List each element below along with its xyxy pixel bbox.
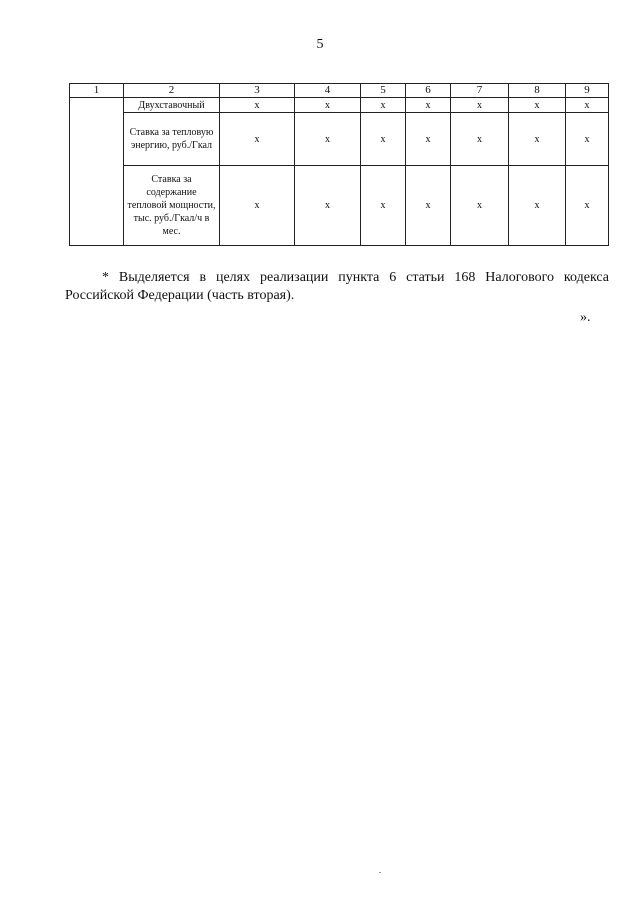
merged-empty-cell — [70, 98, 124, 246]
table-cell: x — [406, 113, 451, 166]
column-header: 9 — [566, 84, 609, 98]
table-cell: x — [566, 113, 609, 166]
column-header: 6 — [406, 84, 451, 98]
table-cell: x — [451, 113, 509, 166]
table-cell: x — [361, 113, 406, 166]
column-header: 3 — [220, 84, 295, 98]
table-header-row — [70, 84, 609, 98]
table-cell: x — [451, 98, 509, 113]
table-cell: x — [295, 98, 361, 113]
column-header: 2 — [124, 84, 220, 98]
table-cell: x — [566, 166, 609, 246]
column-header: 8 — [509, 84, 566, 98]
table-cell: x — [509, 113, 566, 166]
row-label: Двухставочный — [124, 98, 220, 113]
row-label: Ставка за тепловую энергию, руб./Гкал — [124, 113, 220, 166]
table-cell: x — [361, 166, 406, 246]
closing-quote: ». — [580, 310, 591, 325]
column-header: 7 — [451, 84, 509, 98]
table-cell: x — [566, 98, 609, 113]
table-row — [70, 98, 609, 113]
table-cell: x — [406, 166, 451, 246]
row-label: Ставка за содержание тепловой мощности, тыс. руб./Гкал/ч в мес. — [124, 166, 220, 246]
scan-speck — [379, 872, 381, 873]
table-cell: x — [295, 166, 361, 246]
table-cell: x — [220, 166, 295, 246]
column-header: 5 — [361, 84, 406, 98]
tariff-table — [69, 83, 609, 246]
table-cell: x — [295, 113, 361, 166]
table-cell: x — [220, 98, 295, 113]
table-row — [70, 113, 609, 166]
table-cell: x — [406, 98, 451, 113]
table-cell: x — [361, 98, 406, 113]
page-number: 5 — [316, 37, 324, 52]
column-header: 1 — [70, 84, 124, 98]
table-cell: x — [451, 166, 509, 246]
footnote: * Выделяется в целях реализации пункта 6 статьи 168 Налогового кодекса Российской Федерации (часть вторая). — [65, 270, 609, 303]
table-cell: x — [220, 113, 295, 166]
table-row — [70, 166, 609, 246]
column-header: 4 — [295, 84, 361, 98]
table-cell: x — [509, 166, 566, 246]
table-cell: x — [509, 98, 566, 113]
